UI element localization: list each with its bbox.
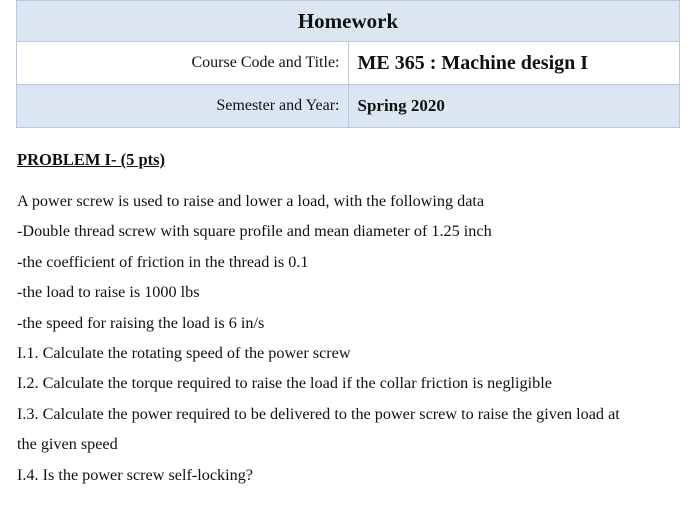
given-data-line: -Double thread screw with square profile and mean diameter of 1.25 inch bbox=[17, 222, 492, 241]
semester-value: Spring 2020 bbox=[348, 85, 680, 128]
course-header-table bbox=[16, 0, 680, 128]
homework-title: Homework bbox=[17, 1, 680, 42]
problem-heading: PROBLEM I- (5 pts) bbox=[17, 150, 166, 169]
course-row bbox=[17, 42, 680, 85]
question-line: I.3. Calculate the power required to be delivered to the power screw to raise the given load at bbox=[17, 404, 620, 423]
given-data-line: -the coefficient of friction in the thread is 0.1 bbox=[17, 252, 309, 271]
given-data-line: -the load to raise is 1000 lbs bbox=[17, 283, 200, 302]
semester-label: Semester and Year: bbox=[17, 85, 349, 128]
question-line: I.4. Is the power screw self-locking? bbox=[17, 465, 253, 484]
problem-intro-line: A power screw is used to raise and lower a load, with the following data bbox=[17, 192, 485, 210]
given-data-line: -the speed for raising the load is 6 in/s bbox=[17, 313, 265, 332]
question-line-continuation: the given speed bbox=[17, 435, 118, 454]
course-value: ME 365 : Machine design I bbox=[348, 42, 680, 85]
semester-row bbox=[17, 85, 680, 128]
course-label: Course Code and Title: bbox=[17, 42, 349, 85]
question-line: I.2. Calculate the torque required to raise the load if the collar friction is negligible bbox=[17, 374, 552, 393]
problem-statement bbox=[17, 188, 687, 492]
question-line: I.1. Calculate the rotating speed of the power screw bbox=[17, 343, 351, 362]
